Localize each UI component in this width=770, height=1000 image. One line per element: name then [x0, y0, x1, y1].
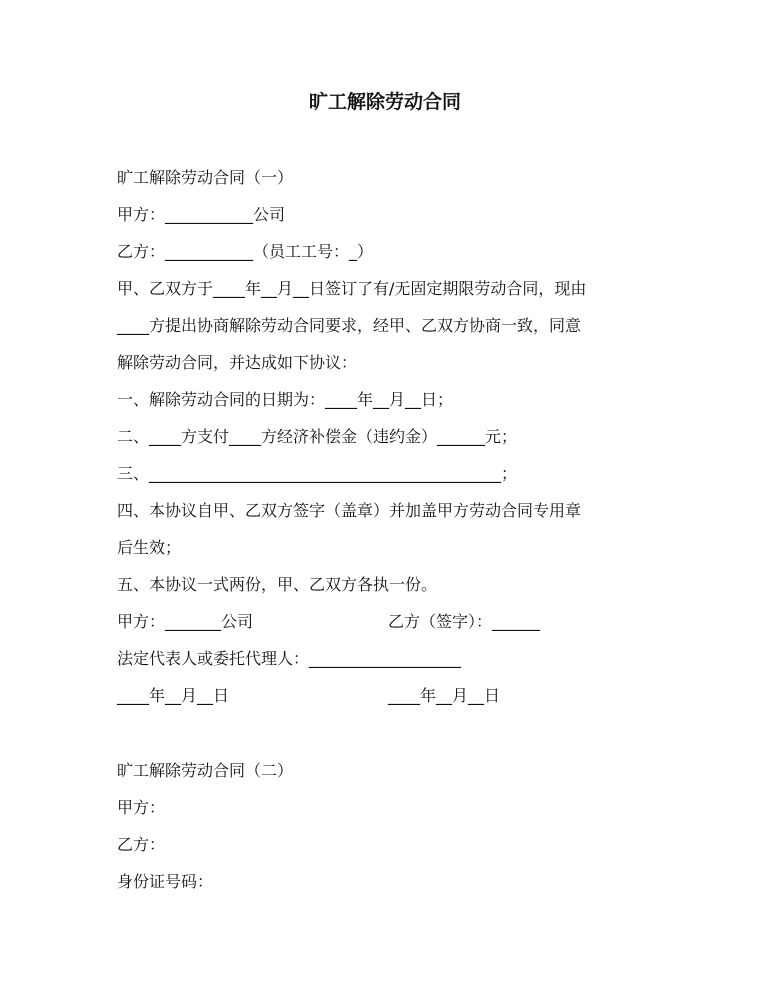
date-left: ____年__月__日 — [117, 686, 230, 705]
legal-representative-line: 法定代表人或委托代理人：___________________ — [117, 649, 462, 668]
section2-party-a: 甲方： — [117, 798, 166, 817]
clause-1: 一、解除劳动合同的日期为：____年__月__日； — [117, 390, 454, 409]
clause-4-line2: 后生效； — [117, 538, 182, 557]
clause-5: 五、本协议一式两份，甲、乙双方各执一份。 — [117, 575, 438, 594]
clause-4-line1: 四、本协议自甲、乙双方签字（盖章）并加盖甲方劳动合同专用章 — [117, 501, 582, 520]
section1-heading: 旷工解除劳动合同（一） — [117, 168, 294, 187]
date-right: ____年__月__日 — [388, 686, 501, 705]
paragraph1-line2: ____方提出协商解除劳动合同要求，经甲、乙双方协商一致，同意 — [117, 316, 582, 335]
document-title: 旷工解除劳动合同 — [308, 91, 461, 113]
signature-party-b: 乙方（签字）：______ — [388, 612, 541, 631]
section2-party-b: 乙方： — [117, 835, 166, 854]
party-a-line: 甲方：___________公司 — [117, 205, 286, 224]
clause-3: 三、____________________________________________； — [117, 464, 518, 483]
paragraph1-line3: 解除劳动合同，并达成如下协议： — [117, 353, 358, 372]
clause-2: 二、____方支付____方经济补偿金（违约金）______元； — [117, 427, 518, 446]
party-b-line: 乙方：___________（员工工号：_） — [117, 242, 374, 261]
section2-id-number: 身份证号码： — [117, 872, 214, 891]
section2-heading: 旷工解除劳动合同（二） — [117, 761, 294, 780]
paragraph1-line1: 甲、乙双方于____年__月__日签订了有/无固定期限劳动合同，现由 — [117, 279, 587, 298]
signature-party-a: 甲方：_______公司 — [117, 612, 254, 631]
